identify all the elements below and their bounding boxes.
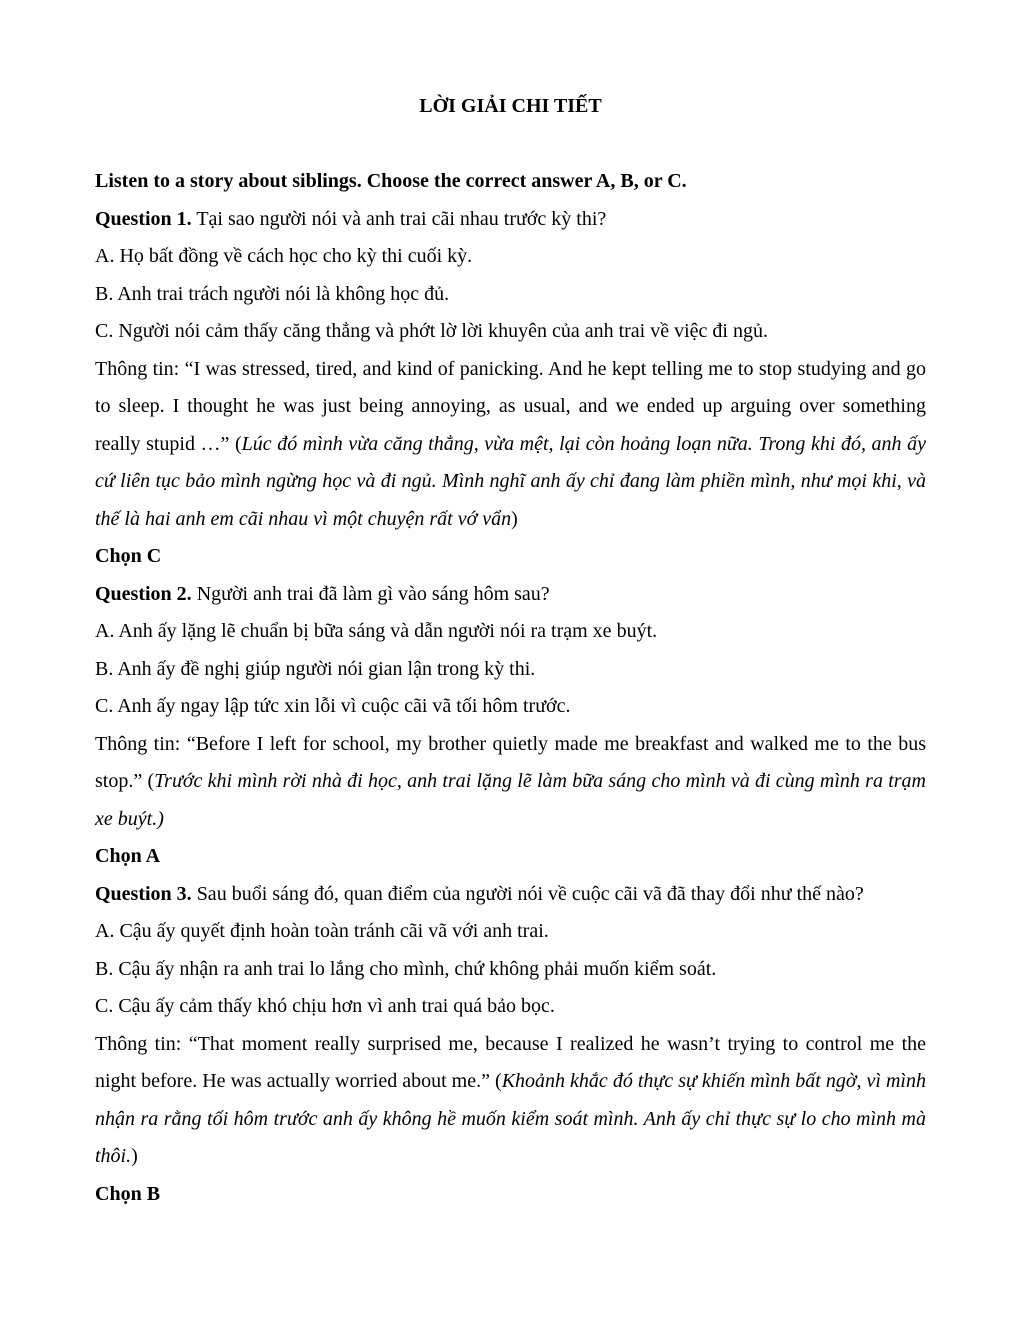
option-b: B. Cậu ấy nhận ra anh trai lo lắng cho mình, chứ không phải muốn kiểm soát. [95, 957, 717, 980]
option-c: C. Người nói cảm thấy căng thẳng và phớt lờ lời khuyên của anh trai về việc đi ngủ. [95, 320, 768, 342]
question-block-1 [95, 201, 926, 576]
question-label: Question 2. [95, 582, 192, 605]
option-b: B. Anh trai trách người nói là không học đủ. [95, 282, 450, 305]
answer: Chọn A [95, 845, 161, 867]
option-c: C. Anh ấy ngay lập tức xin lỗi vì cuộc cãi vã tối hôm trước. [95, 695, 571, 717]
question-text: Tại sao người nói và anh trai cãi nhau trước kỳ thi? [196, 207, 607, 230]
info-quote: “I was stressed, tired, and kind of panicking. And he kept telling me to stop studying and go to sleep. I thought he was just being annoying, as usual, and we ended up arguing over something really stupid …” [95, 357, 927, 455]
info-translation: Khoảnh khắc đó thực sự khiến mình bất ngờ, vì mình nhận ra rằng tối hôm trước anh ấy không hề muốn kiểm soát mình. Anh ấy chỉ thực sự lo cho mình mà thôi. [95, 1070, 926, 1167]
answer: Chọn B [95, 1182, 161, 1205]
question-label: Question 3. [95, 882, 192, 905]
question-block-3 [95, 876, 926, 1214]
info-translation: Trước khi mình rời nhà đi học, anh trai lặng lẽ làm bữa sáng cho mình và đi cùng mình ra trạm xe buýt.) [95, 770, 926, 830]
info-paragraph: Thông tin: “That moment really surprised me, because I realized he wasn’t trying to control me the night before. He was actually worried about me.” (Khoảnh khắc đó thực sự khiến mình bất ngờ, vì mình nhận ra rằng tối hôm trước anh ấy không hề muốn kiểm soát mình. Anh ấy chỉ thực sự lo cho mình mà thôi.) [95, 1032, 927, 1167]
question-text: Sau buổi sáng đó, quan điểm của người nói về cuộc cãi vã đã thay đổi như thế nào? [196, 882, 864, 905]
info-label: Thông tin: [95, 732, 181, 755]
option-a: A. Anh ấy lặng lẽ chuẩn bị bữa sáng và dẫn người nói ra trạm xe buýt. [95, 620, 658, 642]
info-translation: Lúc đó mình vừa căng thẳng, vừa mệt, lại còn hoảng loạn nữa. Trong khi đó, anh ấy cứ liên tục bảo mình ngừng học và đi ngủ. Mình nghĩ anh ấy chỉ đang làm phiền mình, như mọi khi, và thế là hai anh em cãi nhau vì một chuyện rất vớ vẩn [95, 432, 926, 530]
question-text: Người anh trai đã làm gì vào sáng hôm sau? [196, 582, 550, 605]
option-a: A. Họ bất đồng về cách học cho kỳ thi cuối kỳ. [95, 245, 473, 267]
page-title: LỜI GIẢI CHI TIẾT [419, 95, 602, 117]
question-block-2 [95, 576, 926, 876]
info-label: Thông tin: [95, 1032, 182, 1055]
info-quote: “Before I left for school, my brother quietly made me breakfast and walked me to the bus stop.” [95, 732, 927, 792]
question-label: Question 1. [95, 207, 192, 230]
answer: Chọn C [95, 545, 162, 567]
option-a: A. Cậu ấy quyết định hoàn toàn tránh cãi vã với anh trai. [95, 920, 549, 942]
question-3 [95, 876, 926, 914]
info-quote: “That moment really surprised me, because I realized he wasn’t trying to control me the night before. He was actually worried about me.” [95, 1032, 927, 1092]
option-b: B. Anh ấy đề nghị giúp người nói gian lận trong kỳ thi. [95, 657, 536, 680]
info-paragraph: Thông tin: “I was stressed, tired, and kind of panicking. And he kept telling me to stop studying and go to sleep. I thought he was just being annoying, as usual, and we ended up arguing over something really stupid …” (Lúc đó mình vừa căng thẳng, vừa mệt, lại còn hoảng loạn nữa. Trong khi đó, anh ấy cứ liên tục bảo mình ngừng học và đi ngủ. Mình nghĩ anh ấy chỉ đang làm phiền mình, như mọi khi, và thế là hai anh em cãi nhau vì một chuyện rất vớ vẩn) [95, 357, 927, 530]
question-2 [95, 576, 926, 614]
option-c: C. Cậu ấy cảm thấy khó chịu hơn vì anh trai quá bảo bọc. [95, 995, 555, 1017]
instruction: Listen to a story about siblings. Choose the correct answer A, B, or C. [95, 170, 687, 192]
question-1 [95, 201, 926, 239]
info-paragraph: Thông tin: “Before I left for school, my brother quietly made me breakfast and walked me to the bus stop.” (Trước khi mình rời nhà đi học, anh trai lặng lẽ làm bữa sáng cho mình và đi cùng mình ra trạm xe buýt.) [95, 732, 927, 830]
info-label: Thông tin: [95, 357, 180, 380]
document-page [95, 88, 926, 1213]
